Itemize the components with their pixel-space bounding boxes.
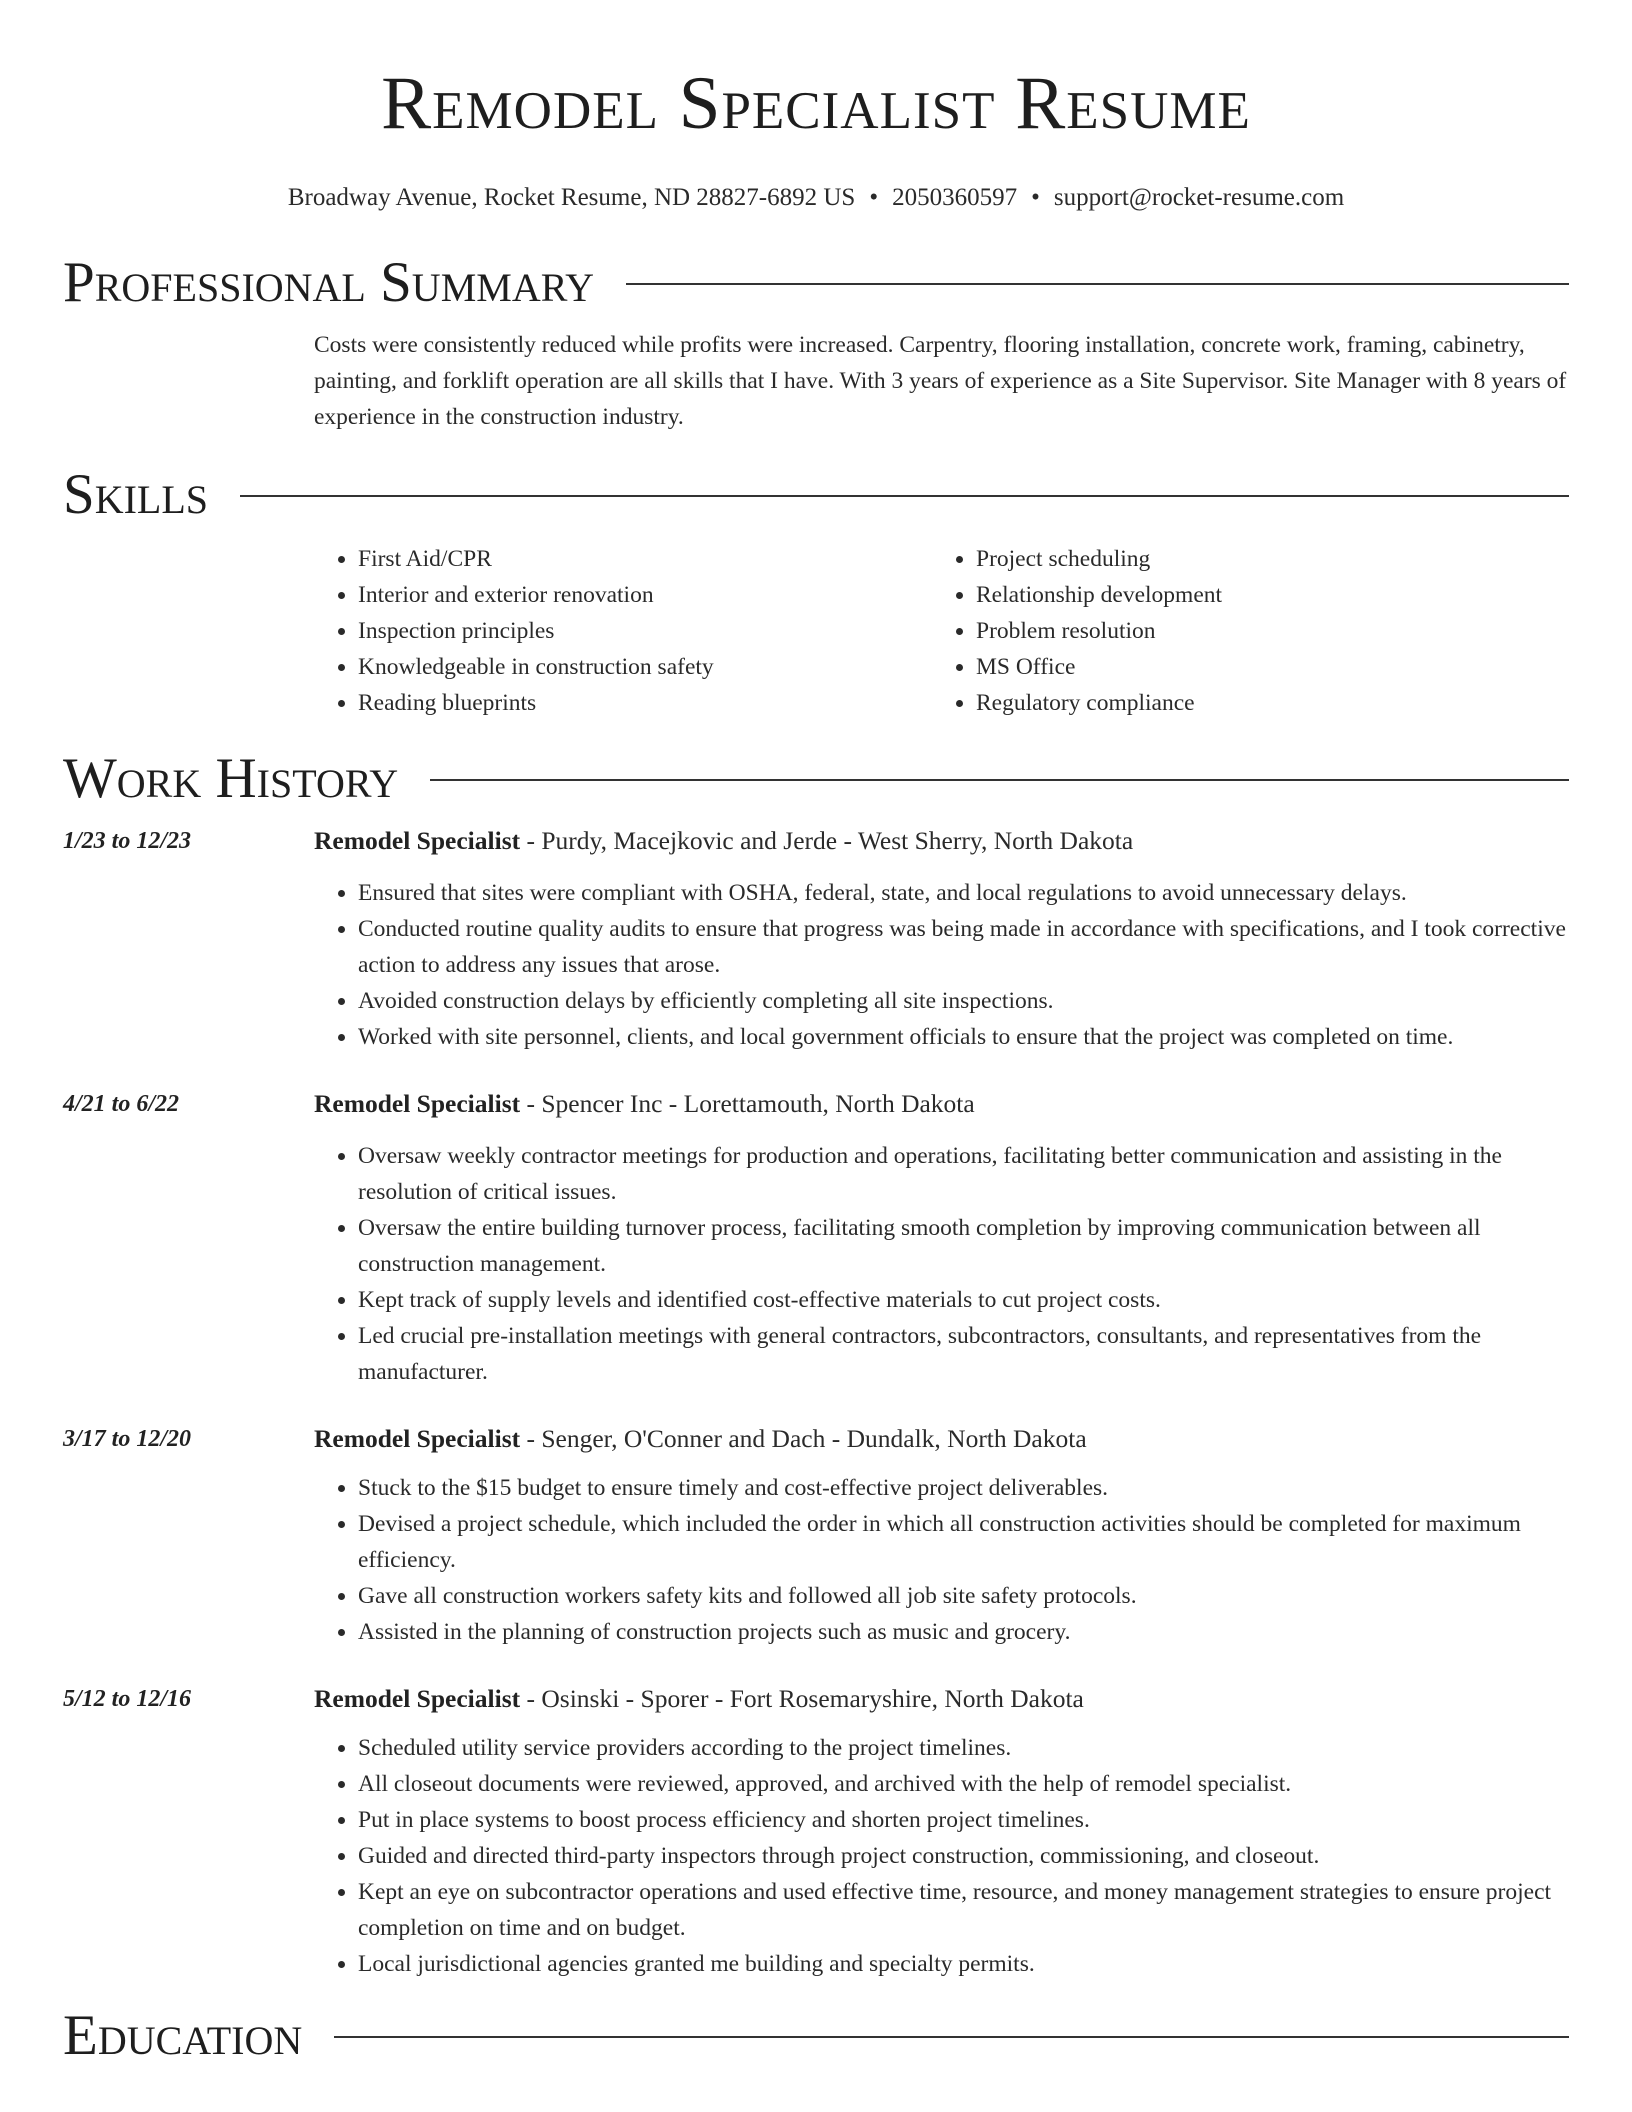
section-divider [626, 283, 1569, 285]
job-company: - Senger, O'Conner and Dach - Dundalk, North Dakota [520, 1424, 1087, 1453]
job-bullet: • Ensured that sites were compliant with OSHA, federal, state, and local regulations to avoid unnecessary delays. [358, 875, 1569, 911]
skills-list [314, 541, 1569, 721]
job-details [314, 1421, 1569, 1650]
job-bullet: • Scheduled utility service providers according to the project timelines. [358, 1730, 1569, 1766]
job-entry [63, 1681, 1569, 1982]
job-bullet: • Gave all construction workers safety kits and followed all job site safety protocols. [358, 1578, 1569, 1614]
job-bullet: • Oversaw weekly contractor meetings for production and operations, facilitating better communication and assisting in the resolution of critical issues. [358, 1138, 1569, 1210]
job-bullet: • Devised a project schedule, which included the order in which all construction activities should be completed for maximum efficiency. [358, 1506, 1569, 1578]
section-divider [430, 779, 1569, 781]
job-bullets [314, 1730, 1569, 1982]
job-bullet: • Kept an eye on subcontractor operations and used effective time, resource, and money management strategies to ensure project completion on time and on budget. [358, 1874, 1569, 1946]
contact-address: Broadway Avenue, Rocket Resume, ND 28827-6892 US [287, 184, 856, 211]
summary-heading: Professional Summary [63, 251, 595, 314]
job-title: Remodel Specialist [314, 1089, 521, 1118]
job-heading [314, 1421, 1569, 1457]
education-section-header [63, 2004, 1569, 2068]
page-title: Remodel Specialist Resume [381, 62, 1251, 145]
job-bullets [314, 1138, 1569, 1390]
skill-item: • Knowledgeable in construction safety [358, 649, 932, 685]
summary-section-header [63, 251, 1569, 315]
contact-phone: 2050360597 [892, 184, 1018, 211]
skill-item: • First Aid/CPR [358, 541, 932, 577]
work-history-heading: Work History [63, 747, 399, 810]
skill-item: • Interior and exterior renovation [358, 577, 932, 613]
skill-item: • Problem resolution [976, 613, 1550, 649]
job-dates: 3/17 to 12/20 [63, 1426, 192, 1452]
job-heading [314, 823, 1569, 859]
job-bullet: • Put in place systems to boost process efficiency and shorten project timelines. [358, 1802, 1569, 1838]
job-title: Remodel Specialist [314, 1684, 521, 1713]
contact-separator: • [1031, 184, 1040, 211]
job-company: - Purdy, Macejkovic and Jerde - West Sherry, North Dakota [520, 826, 1134, 855]
job-entry [63, 1421, 1569, 1650]
job-bullet: • Led crucial pre-installation meetings with general contractors, subcontractors, consultants, and representatives from the manufacturer. [358, 1318, 1569, 1390]
job-bullet: • Stuck to the $15 budget to ensure timely and cost-effective project deliverables. [358, 1470, 1569, 1506]
job-details [314, 1681, 1569, 1982]
skills-section-header [63, 463, 1569, 527]
work-history-section-header [63, 747, 1569, 811]
job-heading [314, 1681, 1569, 1717]
skill-item: • Relationship development [976, 577, 1550, 613]
job-entry [63, 823, 1569, 1055]
skill-item: • MS Office [976, 649, 1550, 685]
job-company: - Spencer Inc - Lorettamouth, North Dakota [520, 1089, 975, 1118]
job-bullet: • Guided and directed third-party inspectors through project construction, commissioning, and closeout. [358, 1838, 1569, 1874]
section-divider [334, 2036, 1569, 2038]
contact-separator: • [869, 184, 879, 211]
job-bullet: • Kept track of supply levels and identified cost-effective materials to cut project costs. [358, 1282, 1569, 1318]
skill-item: • Regulatory compliance [976, 685, 1550, 721]
job-title: Remodel Specialist [314, 826, 521, 855]
job-dates: 4/21 to 6/22 [63, 1091, 180, 1117]
job-entry [63, 1086, 1569, 1390]
job-bullets [314, 1470, 1569, 1650]
skill-item: • Inspection principles [358, 613, 932, 649]
skills-column-right [932, 541, 1550, 721]
job-heading [314, 1086, 1569, 1122]
education-heading: Education [63, 2004, 303, 2067]
contact-email: support@rocket-resume.com [1053, 184, 1345, 211]
job-bullet: • Conducted routine quality audits to ensure that progress was being made in accordance with specifications, and I took corrective action to address any issues that arose. [358, 911, 1569, 983]
job-bullet: • Oversaw the entire building turnover process, facilitating smooth completion by improving communication between all construction management. [358, 1210, 1569, 1282]
skills-column-left [314, 541, 932, 721]
job-company: - Osinski - Sporer - Fort Rosemaryshire, North Dakota [520, 1684, 1084, 1713]
skill-item: • Project scheduling [976, 541, 1550, 577]
skills-heading: Skills [63, 463, 209, 526]
job-dates: 5/12 to 12/16 [63, 1686, 192, 1712]
section-divider [240, 495, 1569, 497]
job-details [314, 823, 1569, 1055]
job-bullet: • Avoided construction delays by efficiently completing all site inspections. [358, 983, 1569, 1019]
job-bullet: • Worked with site personnel, clients, and local government officials to ensure that the project was completed on time. [358, 1019, 1569, 1055]
job-bullet: • All closeout documents were reviewed, approved, and archived with the help of remodel specialist. [358, 1766, 1569, 1802]
contact-line [63, 183, 1569, 213]
job-bullets [314, 875, 1569, 1055]
summary-text: Costs were consistently reduced while profits were increased. Carpentry, flooring installation, concrete work, framing, cabinetry, painting, and forklift operation are all skills that I have. With 3 years of experience as a Site Supervisor. Site Manager with 8 years of experience in the construction industry. [314, 332, 1567, 430]
job-bullet: • Assisted in the planning of construction projects such as music and grocery. [358, 1614, 1569, 1650]
job-details [314, 1086, 1569, 1390]
skill-item: • Reading blueprints [358, 685, 932, 721]
job-bullet: • Local jurisdictional agencies granted me building and specialty permits. [358, 1946, 1569, 1982]
job-dates: 1/23 to 12/23 [63, 828, 192, 854]
job-title: Remodel Specialist [314, 1424, 521, 1453]
